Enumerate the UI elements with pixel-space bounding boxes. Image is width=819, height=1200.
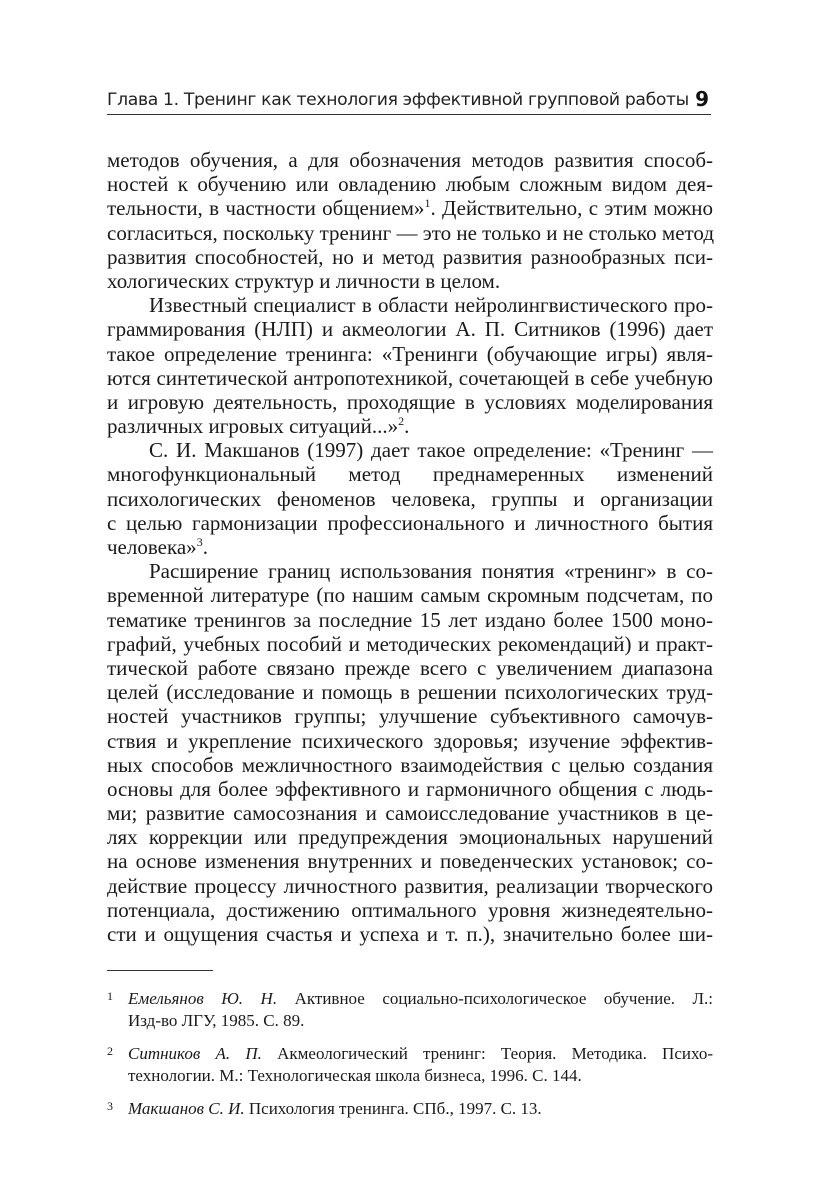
text-line: и игровую деятельность, проходящие в условиях моделирования	[107, 389, 713, 414]
running-header	[107, 84, 711, 115]
text-line: тической работе связано прежде всего с увеличением диапазона	[107, 655, 713, 680]
text-line	[107, 535, 713, 559]
text-line	[107, 414, 713, 438]
paragraph-1	[107, 148, 713, 293]
text-fragment: .	[404, 414, 410, 439]
text-line: методов обучения, а для обозначения методов развития способ-	[107, 148, 713, 172]
footnote-1	[107, 988, 713, 1032]
footnote-line	[128, 1098, 713, 1120]
footnote-line	[128, 1043, 713, 1065]
text-line: сти и ощущения счастья и успеха и т. п.), значительно более ши-	[107, 922, 713, 946]
footnote-number: 3	[107, 1099, 113, 1113]
text-line: ствия и укрепление психического здоровья; изучение эффектив-	[107, 728, 713, 753]
text-line: ных способов межличностного взаимодействия с целью создания	[107, 752, 713, 777]
text-line: многофункциональный метод преднамеренных изменений	[107, 462, 713, 487]
footnote-author: Макшанов С. И.	[128, 1099, 245, 1118]
footnote-text: Активное социально-психологическое обучение. Л.:	[277, 989, 714, 1008]
text-fragment: человека»	[107, 535, 197, 559]
footnote-ref-2: 2	[398, 414, 405, 429]
text-line: потенциала, достижению оптимального уровня жизнедеятельно-	[107, 897, 713, 922]
text-line: ностей участников группы; улучшение субъективного самочув-	[107, 704, 713, 729]
text-line: Расширение границ использования понятия «тренинг» в со-	[149, 559, 713, 584]
paragraph-2	[107, 293, 713, 438]
text-fragment: .	[202, 535, 208, 559]
text-line: на основе изменения внутренних и поведенческих установок; со-	[107, 849, 713, 874]
text-line	[107, 196, 713, 220]
footnote-2	[107, 1043, 713, 1087]
footnote-line: Изд-во ЛГУ, 1985. С. 89.	[128, 1011, 305, 1030]
text-line: с целью гармонизации профессионального и личностного бытия	[107, 510, 713, 535]
footnote-ref-3: 3	[196, 535, 203, 549]
paragraph-4	[107, 559, 713, 946]
footnote-text: Психология тренинга. СПб., 1997. С. 13.	[244, 1099, 542, 1118]
footnote-line	[128, 988, 713, 1010]
text-line: развития способностей, но и метод развития разнообразных пси-	[107, 244, 713, 269]
page-number: 9	[695, 87, 709, 111]
text-fragment: . Действительно, с этим можно	[430, 196, 714, 221]
footnote-line: технологии. М.: Технологическая школа бизнеса, 1996. С. 144.	[128, 1066, 582, 1085]
chapter-title: Глава 1. Тренинг как технология эффективной групповой работы	[107, 90, 689, 110]
text-line: тематике тренингов за последние 15 лет издано более 1500 моно-	[107, 607, 713, 632]
text-fragment: тельности, в частности общением»	[107, 196, 425, 221]
text-line: граммирования (НЛП) и акмеологии А. П. Ситников (1996) дает	[107, 317, 713, 342]
text-line: графий, учебных пособий и методических рекомендаций) и практ-	[107, 631, 713, 656]
footnote-number: 1	[107, 989, 113, 1003]
text-line: С. И. Макшанов (1997) дает такое определение: «Тренинг —	[149, 438, 713, 463]
footnote-3	[107, 1098, 713, 1120]
footnote-author: Емельянов Ю. Н.	[128, 989, 278, 1008]
text-line: основы для более эффективного и гармоничного общения с людь-	[107, 776, 713, 801]
footnote-ref-1: 1	[424, 196, 431, 211]
text-line: согласиться, поскольку тренинг — это не только и не столько метод	[107, 220, 715, 245]
paragraph-3	[107, 438, 713, 559]
text-line: действие процессу личностного развития, реализации творческого	[107, 873, 713, 898]
text-line: такое определение тренинга: «Тренинги (обучающие игры) явля-	[107, 341, 713, 366]
footnote-divider	[107, 970, 213, 971]
text-line: лях коррекции или предупреждения эмоциональных нарушений	[107, 825, 713, 850]
text-line: Известный специалист в области нейролингвистического про-	[149, 293, 713, 318]
text-line: целей (исследование и помощь в решении психологических труд-	[107, 680, 713, 705]
text-line: ми; развитие самосознания и самоисследование участников в це-	[107, 801, 713, 826]
footnote-author: Ситников А. П.	[128, 1044, 262, 1063]
footnote-text: Акмеологический тренинг: Теория. Методика. Психо-	[261, 1044, 713, 1063]
main-text	[107, 148, 713, 946]
text-line: ются синтетической антропотехникой, сочетающей в себе учебную	[107, 365, 713, 390]
text-fragment: различных игровых ситуаций...»	[107, 414, 399, 439]
text-line: временной литературе (по нашим самым скромным подсчетам, по	[107, 583, 713, 608]
footnote-number: 2	[107, 1044, 113, 1058]
text-line: хологических структур и личности в целом.	[107, 268, 501, 293]
text-line: ностей к обучению или овладению любым сложным видом дея-	[107, 172, 713, 197]
text-line: психологических феноменов человека, группы и организации	[107, 486, 713, 511]
footnotes	[107, 988, 713, 1131]
